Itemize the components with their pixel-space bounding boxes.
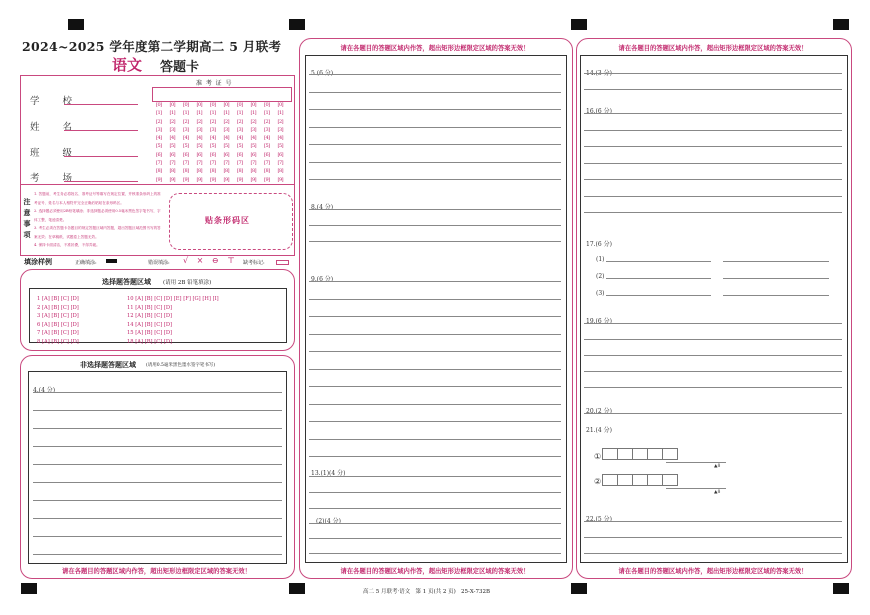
registration-mark [289, 19, 305, 30]
answer-line[interactable] [33, 446, 282, 447]
digit-bubble[interactable]: [4] [223, 135, 230, 142]
answer-line[interactable] [606, 261, 711, 262]
digit-bubble[interactable]: [0] [210, 102, 216, 108]
room-field[interactable] [64, 181, 138, 182]
room-label: 考 场 [30, 173, 83, 184]
mcq-row[interactable]: 6 [A] [B] [C] [D] [37, 321, 79, 328]
digit-bubble[interactable]: [3] [237, 126, 243, 133]
name-label: 姓 名 [30, 122, 83, 133]
digit-bubble[interactable]: [9] [264, 176, 270, 183]
page-footer: 高二 5 月联考·语文 第 1 页(共 2 页) 25-X-732B [363, 589, 490, 595]
digit-bubble[interactable]: [2] [183, 118, 189, 125]
digit-bubble[interactable]: [8] [250, 168, 257, 175]
mcq-row[interactable]: 2 [A] [B] [C] [D] [37, 304, 79, 311]
question-17: 17.(6 分) [586, 241, 612, 248]
correct-fill-label: 正确填涂: [75, 260, 97, 266]
answer-line[interactable] [584, 212, 842, 213]
note-item: 2. 选择题必须使用2B铅笔填涂；非选择题必须使用0.5毫米黑色签字笔书写，字体工整，笔迹清楚。 [34, 209, 161, 222]
q21-mark-1: ▲8 [714, 464, 721, 469]
absent-mark-label: 缺考标记: [243, 260, 265, 266]
boundary-warning: 请在各题目的答题区域内作答，超出矩形边框限定区域的答案无效！ [618, 45, 808, 52]
question-13-2: (2)(4 分) [316, 518, 341, 525]
answer-line[interactable] [584, 553, 842, 554]
registration-mark [571, 19, 587, 30]
digit-bubble[interactable]: [1] [264, 110, 270, 117]
answer-line[interactable] [309, 421, 561, 422]
digit-bubble[interactable]: [4] [196, 135, 203, 142]
digit-bubble[interactable]: [9] [183, 176, 189, 183]
digit-bubble[interactable]: [6] [183, 151, 189, 158]
digit-bubble[interactable]: [6] [196, 151, 203, 158]
digit-bubble[interactable]: [7] [277, 160, 284, 167]
answer-line[interactable] [309, 538, 561, 539]
answer-line[interactable] [33, 554, 282, 555]
question-20: 20.(2 分) [586, 408, 612, 415]
digit-bubble[interactable]: [0] [196, 102, 203, 108]
digit-bubble[interactable]: [8] [237, 168, 243, 175]
question-8: 8.(4 分) [311, 204, 334, 211]
question-22: 22.(5 分) [586, 516, 612, 523]
digit-bubble[interactable]: [9] [250, 176, 257, 183]
digit-bubble[interactable]: [3] [264, 126, 270, 133]
answer-line[interactable] [309, 92, 561, 93]
digit-bubble[interactable]: [8] [183, 168, 189, 175]
digit-bubble[interactable]: [8] [196, 168, 203, 175]
answer-line[interactable] [309, 144, 561, 145]
answer-line[interactable] [723, 278, 829, 279]
mcq-row[interactable]: 15 [A] [B] [C] [D] [127, 330, 173, 336]
note-item: 3. 考生必须在答题卡各题目的规定答题区域内答题，超出答题区域范围书写的答案无效；在草稿纸、试题卷上答题无效。 [34, 226, 161, 239]
digit-bubble[interactable]: [6] [156, 151, 162, 158]
answer-line[interactable] [33, 410, 282, 411]
digit-bubble[interactable]: [4] [183, 135, 189, 142]
name-field[interactable] [64, 130, 138, 131]
digit-bubble[interactable]: [2] [169, 118, 176, 125]
question-13-1: 13.(1)(4 分) [311, 470, 346, 477]
answer-line[interactable] [666, 462, 726, 463]
answer-line[interactable] [309, 225, 561, 226]
answer-line[interactable] [309, 439, 561, 440]
answer-line[interactable] [584, 537, 842, 538]
answer-line[interactable] [584, 179, 842, 180]
registration-mark [833, 19, 849, 30]
digit-bubble[interactable]: [2] [264, 118, 270, 125]
mcq-title: 选择题答题区域 [102, 277, 151, 286]
registration-mark [21, 583, 37, 594]
registration-mark [571, 583, 587, 594]
boundary-warning: 请在各题目的答题区域内作答，超出矩形边框限定区域的答案无效！ [62, 568, 251, 575]
answer-line[interactable] [33, 392, 282, 393]
answer-line[interactable] [309, 109, 561, 110]
answer-line[interactable] [584, 371, 842, 372]
answer-line[interactable] [309, 316, 561, 317]
digit-bubble[interactable]: [3] [210, 126, 216, 133]
answer-line[interactable] [606, 295, 711, 296]
answer-line[interactable] [309, 241, 561, 242]
q21-grid-2[interactable] [602, 474, 677, 486]
answer-line[interactable] [33, 428, 282, 429]
digit-bubble[interactable]: [3] [277, 126, 284, 133]
exam-number-write-boxes[interactable] [152, 87, 292, 102]
digit-bubble[interactable]: [0] [223, 102, 230, 108]
exam-number-bubbles[interactable] [156, 101, 291, 184]
digit-bubble[interactable]: [3] [196, 126, 203, 133]
registration-mark [68, 19, 84, 30]
digit-bubble[interactable]: [9] [277, 176, 284, 183]
boundary-warning: 请在各题目的答题区域内作答，超出矩形边框限定区域的答案无效！ [340, 568, 530, 575]
mcq-row[interactable]: 7 [A] [B] [C] [D] [37, 330, 79, 336]
answer-line[interactable] [309, 553, 561, 554]
mcq-left-group[interactable] [37, 295, 79, 346]
answer-line[interactable] [309, 351, 561, 352]
answer-box-middle[interactable] [305, 55, 567, 563]
mcq-row[interactable]: 11 [A] [B] [C] [D] [127, 304, 173, 311]
answer-line[interactable] [309, 179, 561, 180]
correct-fill-sample [106, 259, 117, 263]
digit-bubble[interactable]: [7] [250, 160, 257, 167]
answer-line[interactable] [584, 521, 842, 522]
question-17-3: (3) [596, 290, 605, 297]
digit-bubble[interactable]: [3] [223, 126, 230, 133]
page-title: 2024~2025 学年度第二学期高二 5 月联考 [22, 39, 282, 54]
answer-line[interactable] [309, 492, 561, 493]
digit-bubble[interactable]: [5] [156, 143, 162, 150]
answer-line[interactable] [584, 196, 842, 197]
answer-line[interactable] [309, 369, 561, 370]
digit-bubble[interactable]: [5] [196, 143, 203, 150]
digit-bubble[interactable]: [7] [183, 160, 189, 167]
q21-mark-2: ▲8 [714, 490, 721, 495]
digit-bubble[interactable]: [4] [169, 135, 176, 142]
mcq-right-group[interactable] [127, 295, 219, 346]
mcq-row[interactable]: 14 [A] [B] [C] [D] [127, 321, 173, 328]
answer-line[interactable] [309, 281, 561, 282]
question-17-1: (1) [596, 256, 605, 263]
digit-bubble[interactable]: [7] [210, 160, 216, 167]
notes-list [34, 190, 164, 250]
digit-bubble[interactable]: [5] [264, 143, 270, 150]
answer-line[interactable] [666, 488, 726, 489]
digit-bubble[interactable]: [9] [210, 176, 216, 183]
digit-bubble[interactable]: [8] [264, 168, 270, 175]
question-5: 5.(6 分) [311, 70, 334, 77]
question-17-2: (2) [596, 273, 605, 280]
digit-bubble[interactable]: [8] [210, 168, 216, 175]
answer-line[interactable] [584, 89, 842, 90]
answer-line[interactable] [309, 508, 561, 509]
question-14: 14.(3 分) [586, 70, 612, 77]
digit-bubble[interactable]: [7] [223, 160, 230, 167]
answer-line[interactable] [309, 476, 561, 477]
mcq-hint: (请用 2B 铅笔填涂) [163, 280, 212, 286]
digit-bubble[interactable]: [0] [277, 102, 284, 108]
boundary-warning: 请在各题目的答题区域内作答，超出矩形边框限定区域的答案无效！ [618, 568, 808, 575]
question-16: 16.(6 分) [586, 108, 612, 115]
digit-bubble[interactable]: [9] [196, 176, 203, 183]
digit-bubble[interactable]: [5] [223, 143, 230, 150]
digit-bubble[interactable]: [8] [223, 168, 230, 175]
digit-bubble[interactable]: [7] [264, 160, 270, 167]
answer-line[interactable] [309, 334, 561, 335]
digit-bubble[interactable]: [6] [264, 151, 270, 158]
digit-bubble[interactable]: [7] [156, 160, 162, 167]
answer-line[interactable] [723, 295, 829, 296]
answer-line[interactable] [606, 278, 711, 279]
digit-bubble[interactable]: [0] [183, 102, 189, 108]
answer-line[interactable] [584, 413, 842, 414]
digit-bubble[interactable]: [5] [237, 143, 243, 150]
class-field[interactable] [64, 156, 138, 157]
digit-bubble[interactable]: [2] [210, 118, 216, 125]
digit-bubble[interactable]: [1] [156, 110, 162, 117]
digit-bubble[interactable]: [4] [156, 135, 162, 142]
digit-bubble[interactable]: [2] [196, 118, 203, 125]
note-item: 1. 答题前，考生务必将姓名、准考证号等填写在规定位置，并核准条形码上的准考证号、姓名与本人相符并完全正确后粘贴在条形码区。 [34, 192, 161, 205]
answer-line[interactable] [584, 339, 842, 340]
class-label: 班 级 [30, 148, 83, 159]
digit-bubble[interactable]: [2] [223, 118, 230, 125]
answer-line[interactable] [309, 209, 561, 210]
answer-line[interactable] [309, 404, 561, 405]
digit-bubble[interactable]: [5] [169, 143, 176, 150]
digit-bubble[interactable]: [0] [237, 102, 243, 108]
question-21-1: ① [594, 452, 602, 461]
subject-title: 语文 [112, 56, 143, 74]
mcq-row[interactable]: 12 [A] [B] [C] [D] [127, 313, 173, 319]
digit-bubble[interactable]: [1] [183, 110, 189, 117]
school-label: 学 校 [30, 96, 83, 107]
digit-bubble[interactable]: [6] [250, 151, 257, 158]
question-19: 19.(6 分) [586, 318, 612, 325]
answer-line[interactable] [584, 73, 842, 74]
answer-line[interactable] [584, 146, 842, 147]
answer-line[interactable] [309, 162, 561, 163]
digit-bubble[interactable]: [2] [237, 118, 243, 125]
digit-bubble[interactable]: [9] [223, 176, 230, 183]
digit-bubble[interactable]: [5] [210, 143, 216, 150]
question-21-2: ② [594, 477, 602, 486]
barcode-label: 贴条形码区 [205, 215, 250, 225]
mcq-row[interactable]: 18 [A] [B] [C] [D] [127, 338, 173, 345]
digit-bubble[interactable]: [1] [196, 110, 203, 117]
boundary-warning: 请在各题目的答题区域内作答，超出矩形边框限定区域的答案无效！ [340, 45, 530, 52]
digit-bubble[interactable]: [5] [277, 143, 284, 150]
mcq-row[interactable]: 3 [A] [B] [C] [D] [37, 313, 79, 319]
school-field[interactable] [64, 104, 138, 105]
answer-line[interactable] [33, 482, 282, 483]
digit-bubble[interactable]: [9] [169, 176, 176, 183]
digit-bubble[interactable]: [7] [237, 160, 243, 167]
digit-bubble[interactable]: [0] [250, 102, 257, 108]
answer-line[interactable] [723, 261, 829, 262]
digit-bubble[interactable]: [9] [156, 176, 162, 183]
digit-bubble[interactable]: [4] [210, 135, 216, 142]
answer-line[interactable] [33, 536, 282, 537]
digit-bubble[interactable]: [1] [250, 110, 257, 117]
fill-sample-label: 填涂样例 [24, 257, 52, 266]
q21-grid-1[interactable] [602, 448, 677, 460]
digit-bubble[interactable]: [5] [250, 143, 257, 150]
wrong-fill-label: 错误填涂: [148, 260, 170, 266]
nonmcq-hint: (请用0.5毫米黑色墨水签字笔书写) [146, 363, 216, 368]
digit-bubble[interactable]: [0] [169, 102, 176, 108]
digit-bubble[interactable]: [8] [277, 168, 284, 175]
exam-number-label: 准 考 证 号 [196, 80, 232, 87]
mcq-row[interactable]: 1 [A] [B] [C] [D] [37, 296, 79, 302]
digit-bubble[interactable]: [6] [223, 151, 230, 158]
card-title: 答题卡 [160, 60, 200, 75]
answer-line[interactable] [33, 464, 282, 465]
digit-bubble[interactable]: [4] [250, 135, 257, 142]
answer-line[interactable] [584, 323, 842, 324]
wrong-fill-sample: √ × ⊖ ⊤ [183, 256, 238, 265]
digit-bubble[interactable]: [3] [250, 126, 257, 133]
digit-bubble[interactable]: [3] [183, 126, 189, 133]
digit-bubble[interactable]: [9] [237, 176, 243, 183]
digit-bubble[interactable]: [2] [277, 118, 284, 125]
digit-bubble[interactable]: [5] [183, 143, 189, 150]
answer-line[interactable] [584, 387, 842, 388]
digit-bubble[interactable]: [4] [277, 135, 284, 142]
digit-bubble[interactable]: [1] [210, 110, 216, 117]
digit-bubble[interactable]: [3] [169, 126, 176, 133]
answer-line[interactable] [309, 299, 561, 300]
answer-line[interactable] [309, 74, 561, 75]
answer-line[interactable] [33, 500, 282, 501]
digit-bubble[interactable]: [6] [277, 151, 284, 158]
digit-bubble[interactable]: [0] [264, 102, 270, 108]
note-item: 4. 保持卡面清洁，不准折叠，不得弄破。 [34, 243, 100, 247]
digit-bubble[interactable]: [1] [237, 110, 243, 117]
digit-bubble[interactable]: [0] [156, 102, 162, 108]
answer-line[interactable] [309, 127, 561, 128]
answer-line[interactable] [584, 163, 842, 164]
digit-bubble[interactable]: [6] [169, 151, 176, 158]
notes-heading: 注意事项 [23, 197, 31, 239]
answer-line[interactable] [584, 130, 842, 131]
answer-line[interactable] [309, 456, 561, 457]
digit-bubble[interactable]: [4] [237, 135, 243, 142]
digit-bubble[interactable]: [6] [237, 151, 243, 158]
registration-mark [289, 583, 305, 594]
digit-bubble[interactable]: [3] [156, 126, 162, 133]
digit-bubble[interactable]: [1] [223, 110, 230, 117]
digit-bubble[interactable]: [4] [264, 135, 270, 142]
digit-bubble[interactable]: [8] [169, 168, 176, 175]
question-4: 4.(4 分) [33, 387, 56, 394]
question-9: 9.(6 分) [311, 276, 334, 283]
mcq-row[interactable]: 10 [A] [B] [C] [D] [E] [F] [G] [H] [I] [127, 296, 219, 302]
answer-line[interactable] [309, 523, 561, 524]
absent-mark-box[interactable] [276, 260, 289, 265]
answer-line[interactable] [584, 113, 842, 114]
nonmcq-title: 非选择题答题区域 [80, 360, 136, 369]
answer-box-right[interactable] [580, 55, 848, 563]
digit-bubble[interactable]: [1] [169, 110, 176, 117]
answer-line[interactable] [584, 355, 842, 356]
answer-line[interactable] [309, 386, 561, 387]
digit-bubble[interactable]: [7] [169, 160, 176, 167]
mcq-row[interactable]: 8 [A] [B] [C] [D] [37, 338, 79, 345]
digit-bubble[interactable]: [2] [156, 118, 162, 125]
digit-bubble[interactable]: [1] [277, 110, 284, 117]
registration-mark [833, 583, 849, 594]
digit-bubble[interactable]: [2] [250, 118, 257, 125]
digit-bubble[interactable]: [8] [156, 168, 162, 175]
digit-bubble[interactable]: [7] [196, 160, 203, 167]
digit-bubble[interactable]: [6] [210, 151, 216, 158]
question-21: 21.(4 分) [586, 427, 612, 434]
answer-line[interactable] [33, 518, 282, 519]
